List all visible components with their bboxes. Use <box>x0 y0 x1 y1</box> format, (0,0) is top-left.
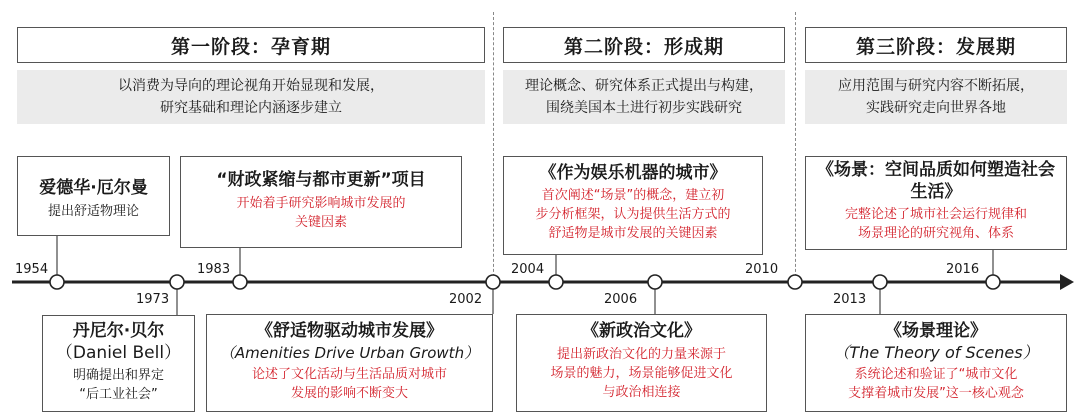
node-2004 <box>549 275 563 289</box>
stage-2-desc-line: 理论概念、研究体系正式提出与构建， <box>525 78 763 94</box>
year-2006: 2006 <box>604 292 638 307</box>
event-title: “财政紧缩与都市更新”项目 <box>216 170 426 190</box>
event-desc: 场景理论的研究视角、体系 <box>857 226 1014 241</box>
event-2006-card <box>516 314 767 412</box>
event-desc: 系统论述和验证了“城市文化 <box>854 367 1018 382</box>
event-2013-card <box>805 314 1067 412</box>
node-1973 <box>170 275 184 289</box>
event-desc: 首次阐述“场景”的概念，建立初 <box>541 188 725 203</box>
node-2016 <box>986 275 1000 289</box>
event-desc: 提出舒适物理论 <box>47 204 139 219</box>
event-2002-card <box>206 314 493 412</box>
event-title: 《新政治文化》 <box>582 321 701 341</box>
event-desc: 论述了文化活动与生活品质对城市 <box>251 367 447 382</box>
stage-1-desc-line: 研究基础和理论内涵逐步建立 <box>160 100 342 116</box>
event-desc: 与政治相连接 <box>602 385 681 400</box>
event-title: 《作为娱乐机器的城市》 <box>539 163 727 183</box>
event-desc: 支撑着城市发展”这一核心观念 <box>848 386 1024 401</box>
event-desc: 提出新政治文化的力量来源于 <box>556 347 726 362</box>
event-title: 丹尼尔·贝尔 <box>72 321 165 341</box>
stage-3-title: 第三阶段：发展期 <box>805 27 1067 63</box>
event-title: 爱德华·厄尔曼 <box>39 178 148 198</box>
node-2002 <box>486 275 500 289</box>
year-2004: 2004 <box>511 262 545 277</box>
event-desc: 舒适物是城市发展的关键因素 <box>548 226 718 241</box>
event-desc: 开始着手研究影响城市发展的 <box>236 196 406 211</box>
event-2004-card <box>503 156 763 255</box>
event-1973-card <box>42 315 195 412</box>
stage-1-title: 第一阶段：孕育期 <box>17 27 485 63</box>
stage-2-desc-line: 围绕美国本土进行初步实践研究 <box>546 100 742 116</box>
year-1983: 1983 <box>197 262 231 277</box>
event-title: （Amenities Drive Urban Growth） <box>219 344 480 362</box>
year-2002: 2002 <box>449 292 483 307</box>
stage-3-desc-line: 实践研究走向世界各地 <box>866 100 1006 116</box>
year-2010: 2010 <box>745 262 779 277</box>
node-1954 <box>50 275 64 289</box>
year-1954: 1954 <box>15 262 49 277</box>
event-desc: 明确提出和界定 <box>72 368 164 383</box>
event-title: 《场景理论》 <box>885 321 987 341</box>
node-1983 <box>233 275 247 289</box>
year-2016: 2016 <box>946 262 980 277</box>
event-title: 《舒适物驱动城市发展》 <box>256 321 443 341</box>
event-title: 生活》 <box>910 182 962 202</box>
node-2006 <box>648 275 662 289</box>
event-desc: 步分析框架，认为提供生活方式的 <box>535 207 731 222</box>
stage-1-desc-line: 以消费为导向的理论视角开始显现和发展， <box>118 78 384 94</box>
event-desc: 关键因素 <box>294 215 347 230</box>
event-2016-card <box>805 156 1067 250</box>
timeline-arrowhead <box>1060 274 1074 290</box>
event-desc: “后工业社会” <box>79 387 158 402</box>
event-1983-card <box>180 156 462 248</box>
event-1954-card <box>17 156 170 236</box>
year-2013: 2013 <box>833 292 867 307</box>
event-title: （Daniel Bell） <box>55 343 182 363</box>
event-desc: 完整论述了城市社会运行规律和 <box>844 207 1027 222</box>
event-title: 《场景：空间品质如何塑造社会 <box>817 160 1055 180</box>
node-2010 <box>788 275 802 289</box>
node-2013 <box>873 275 887 289</box>
event-desc: 发展的影响不断变大 <box>290 386 408 401</box>
stage-3-desc-line: 应用范围与研究内容不断拓展， <box>838 78 1034 94</box>
stage-2-title: 第二阶段：形成期 <box>503 27 785 63</box>
event-desc: 场景的魅力，场景能够促进文化 <box>550 366 733 381</box>
year-1973: 1973 <box>136 292 170 307</box>
event-title: （The Theory of Scenes） <box>833 343 1039 362</box>
